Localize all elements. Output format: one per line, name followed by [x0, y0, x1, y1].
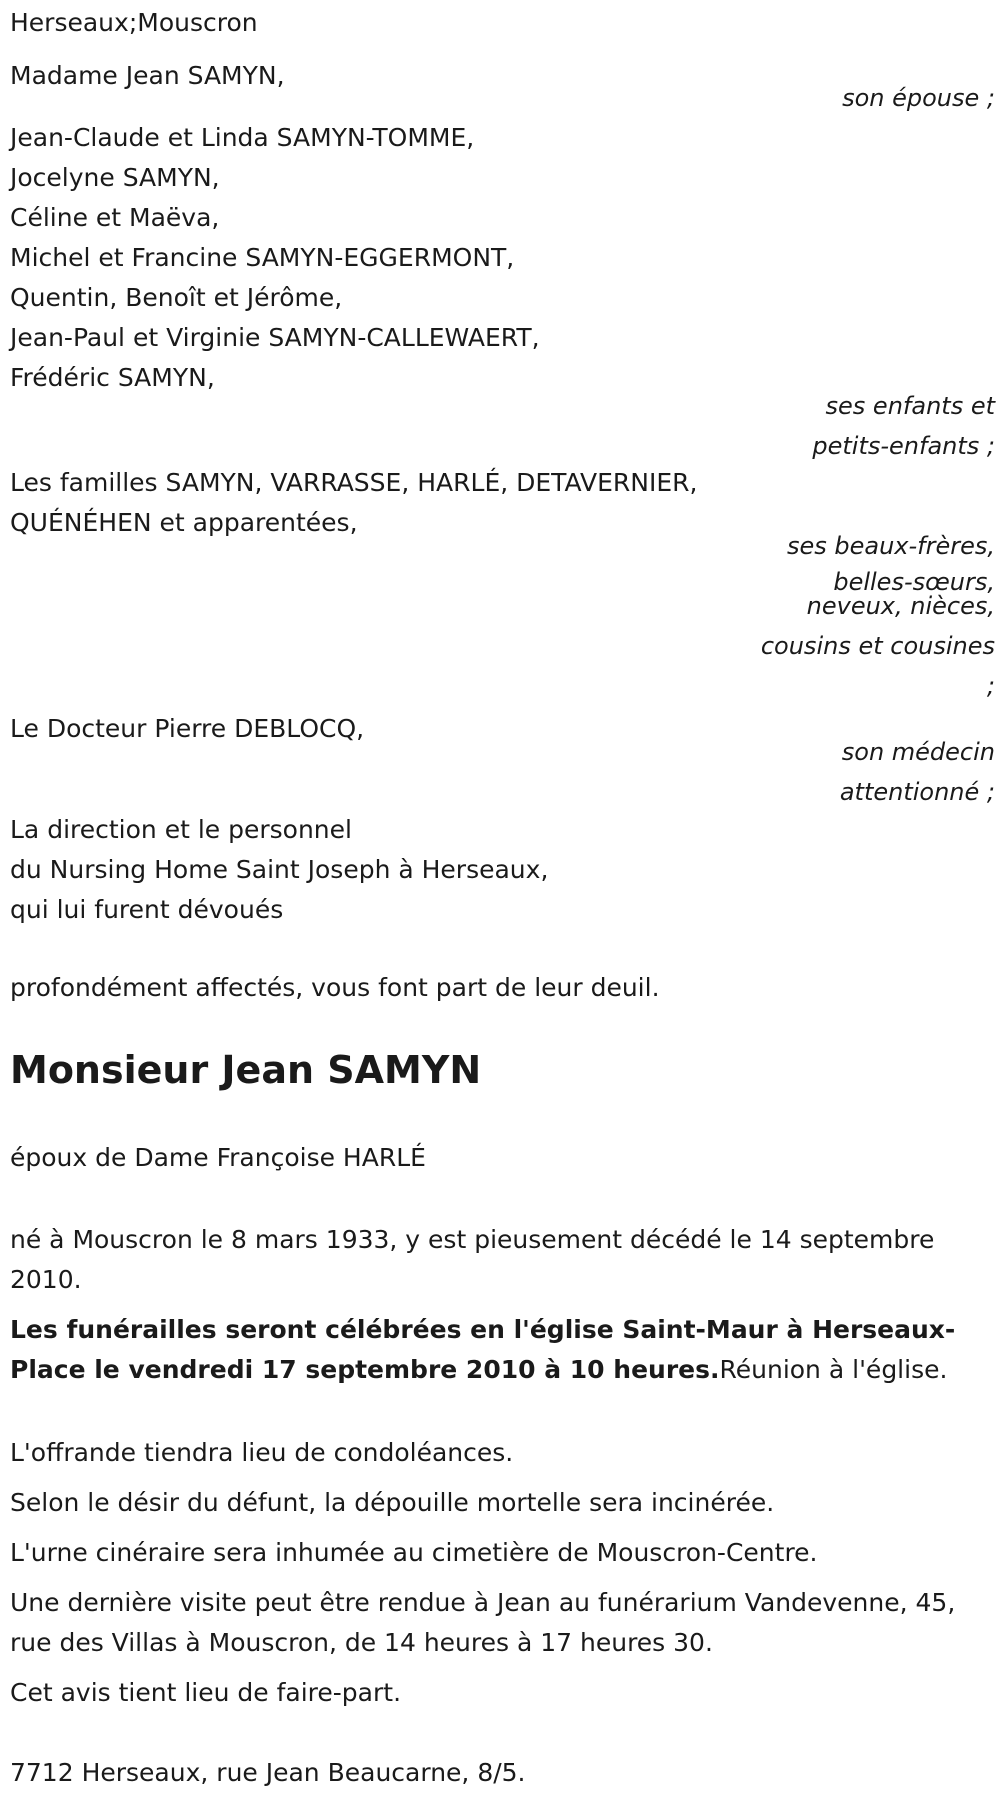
spouse-line: époux de Dame Françoise HARLÉ — [10, 1143, 426, 1172]
notice: Cet avis tient lieu de faire-part. — [10, 1678, 402, 1707]
list-item: Jean-Claude et Linda SAMYN-TOMME, — [10, 123, 475, 152]
staff-line: qui lui furent dévoués — [10, 895, 284, 924]
staff-line: du Nursing Home Saint Joseph à Herseaux, — [10, 855, 549, 884]
families-line-2: QUÉNÉHEN et apparentées, — [10, 508, 358, 537]
children-list — [10, 118, 540, 398]
spouse-name: Madame Jean SAMYN, — [10, 61, 285, 90]
offering: L'offrande tiendra lieu de condoléances. — [10, 1438, 514, 1467]
funeral-rest: Réunion à l'église. — [719, 1355, 948, 1384]
families-role-line-1: ses beaux-frères, — [786, 532, 995, 560]
list-item: Jean-Paul et Virginie SAMYN-CALLEWAERT, — [10, 323, 540, 352]
funeral-bold: Les funérailles seront célébrées en l'église Saint-Maur à Herseaux-Place le vendredi 17 septembre 2010 à 10 heures. — [10, 1315, 956, 1384]
announcement: profondément affectés, vous font part de leur deuil. — [10, 973, 660, 1002]
families-line-1: Les familles SAMYN, VARRASSE, HARLÉ, DETAVERNIER, — [10, 468, 698, 497]
doctor-role-line-1: son médecin — [841, 738, 995, 766]
location-header: Herseaux;Mouscron — [10, 8, 258, 37]
spouse-role: son épouse ; — [842, 84, 995, 112]
urn: L'urne cinéraire sera inhumée au cimetière de Mouscron-Centre. — [10, 1538, 818, 1567]
address: 7712 Herseaux, rue Jean Beaucarne, 8/5. — [10, 1758, 526, 1787]
funeral-info — [10, 1310, 995, 1390]
doctor-name: Le Docteur Pierre DEBLOCQ, — [10, 714, 365, 743]
list-item: Céline et Maëva, — [10, 203, 220, 232]
families-role-line-5: ; — [986, 672, 995, 700]
children-role-line-2: petits-enfants ; — [812, 432, 995, 460]
staff-line: La direction et le personnel — [10, 815, 352, 844]
deceased-name: Monsieur Jean SAMYN — [10, 1048, 482, 1092]
birth-death: né à Mouscron le 8 mars 1933, y est pieusement décédé le 14 septembre 2010. — [10, 1225, 935, 1294]
families-role-line-4: cousins et cousines — [760, 632, 995, 660]
cremation: Selon le désir du défunt, la dépouille mortelle sera incinérée. — [10, 1488, 775, 1517]
children-role-line-1: ses enfants et — [825, 392, 995, 420]
families-role-line-3: neveux, nièces, — [806, 592, 995, 620]
list-item: Quentin, Benoît et Jérôme, — [10, 283, 343, 312]
families-role-line-2: belles-sœurs, — [833, 568, 995, 596]
staff-block — [10, 810, 548, 930]
list-item: Frédéric SAMYN, — [10, 363, 215, 392]
doctor-role-line-2: attentionné ; — [839, 778, 995, 806]
list-item: Jocelyne SAMYN, — [10, 163, 220, 192]
list-item: Michel et Francine SAMYN-EGGERMONT, — [10, 243, 515, 272]
visit: Une dernière visite peut être rendue à Jean au funérarium Vandevenne, 45, rue des Villas à Mouscron, de 14 heures à 17 heures 30. — [10, 1588, 956, 1657]
